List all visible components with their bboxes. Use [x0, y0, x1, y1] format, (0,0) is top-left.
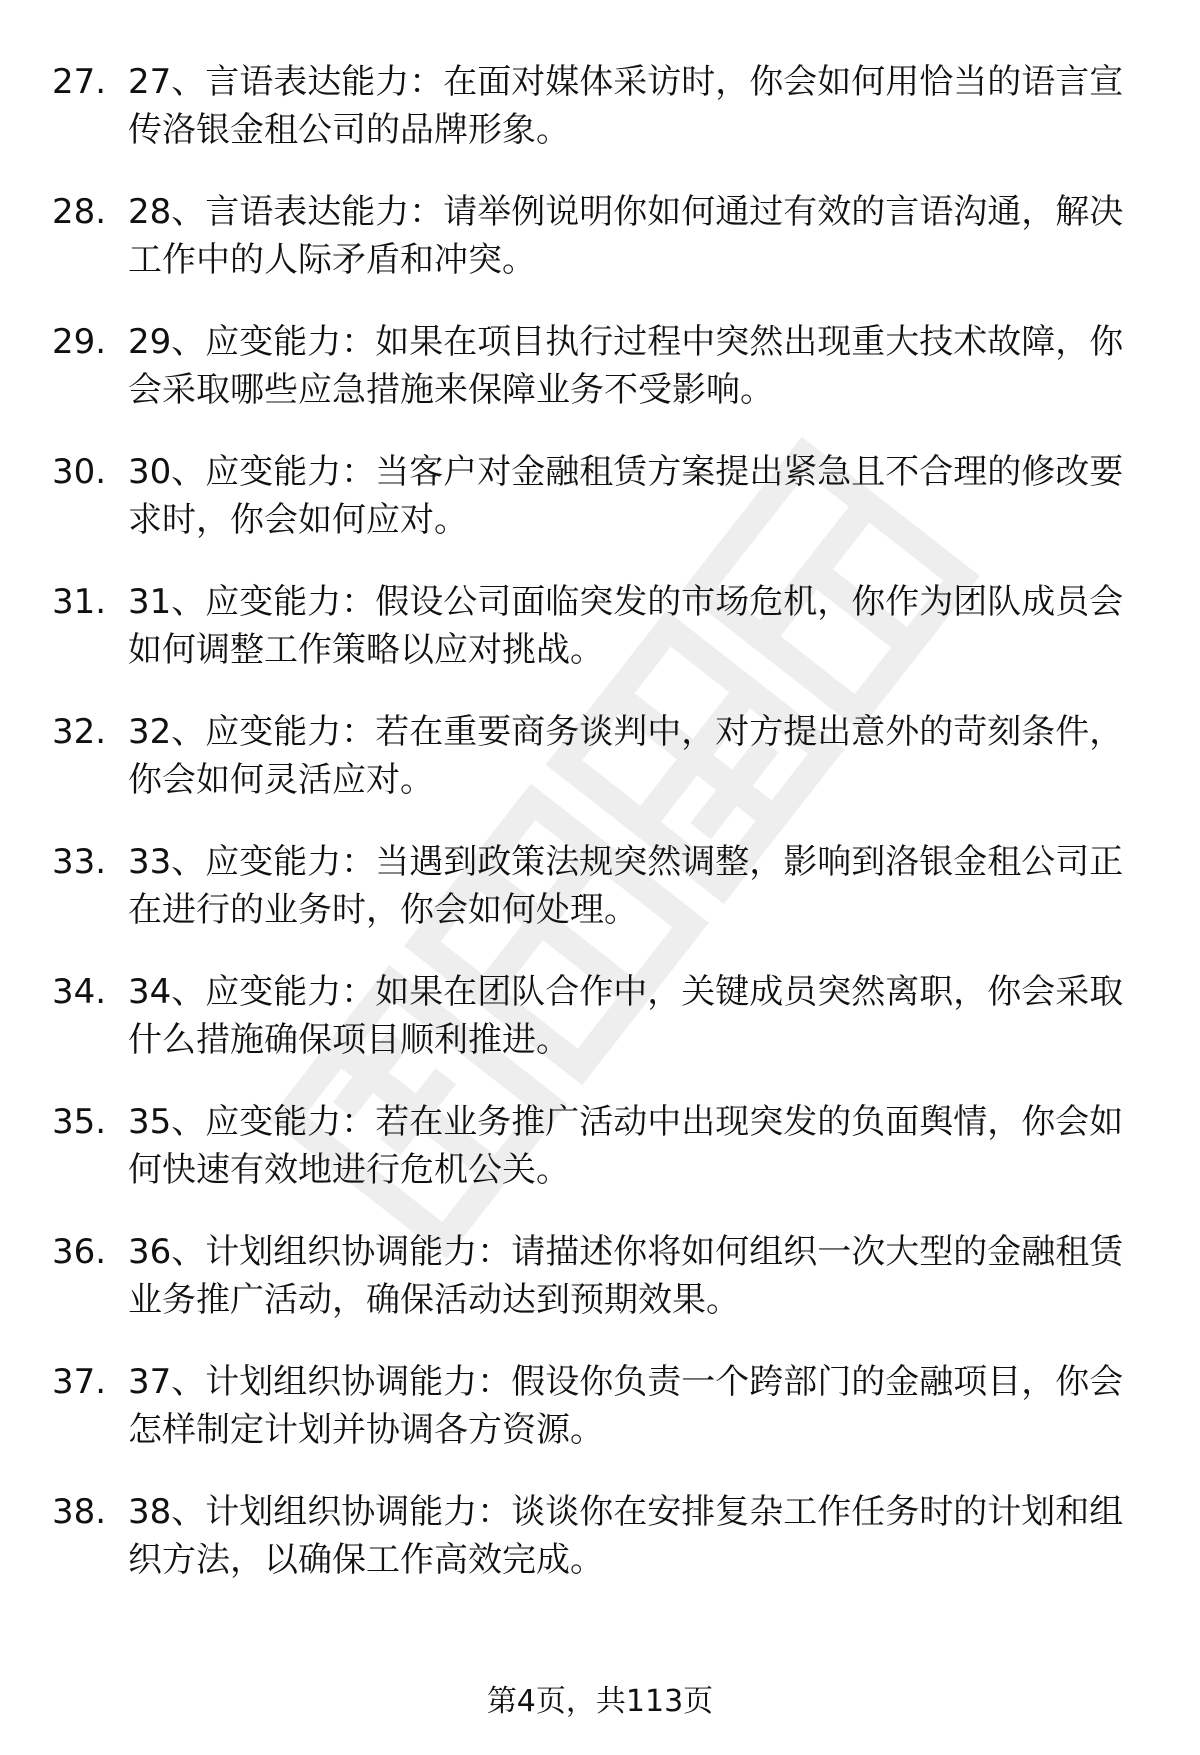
list-item — [0, 838, 1200, 968]
list-item — [0, 58, 1200, 188]
question-number: 35. — [52, 1102, 107, 1142]
question-number: 38. — [52, 1492, 107, 1532]
list-item — [0, 1228, 1200, 1358]
question-text: 37、计划组织协调能力：假设你负责一个跨部门的金融项目，你会怎样制定计划并协调各方资源。 — [128, 1362, 1124, 1450]
question-text: 27、言语表达能力：在面对媒体采访时，你会如何用恰当的语言宣传洛银金租公司的品牌形象。 — [128, 62, 1124, 150]
question-text: 32、应变能力：若在重要商务谈判中，对方提出意外的苛刻条件，你会如何灵活应对。 — [128, 712, 1124, 800]
question-number: 34. — [52, 972, 107, 1012]
question-number: 33. — [52, 842, 107, 882]
page-footer: 第4页，共113页 — [486, 1684, 714, 1719]
question-number: 31. — [52, 582, 107, 622]
question-number: 32. — [52, 712, 107, 752]
list-item — [0, 1358, 1200, 1488]
question-text: 28、言语表达能力：请举例说明你如何通过有效的言语沟通，解决工作中的人际矛盾和冲突。 — [128, 192, 1124, 280]
question-number: 27. — [52, 62, 107, 102]
question-text: 31、应变能力：假设公司面临突发的市场危机，你作为团队成员会如何调整工作策略以应对挑战。 — [128, 582, 1124, 670]
question-text: 34、应变能力：如果在团队合作中，关键成员突然离职，你会采取什么措施确保项目顺利推进。 — [128, 972, 1124, 1060]
question-number: 37. — [52, 1362, 107, 1402]
question-text: 30、应变能力：当客户对金融租赁方案提出紧急且不合理的修改要求时，你会如何应对。 — [128, 452, 1124, 540]
list-item — [0, 1098, 1200, 1228]
question-number: 28. — [52, 192, 107, 232]
question-text: 29、应变能力：如果在项目执行过程中突然出现重大技术故障，你会采取哪些应急措施来保障业务不受影响。 — [128, 322, 1124, 410]
question-number: 30. — [52, 452, 107, 492]
question-text: 38、计划组织协调能力：谈谈你在安排复杂工作任务时的计划和组织方法，以确保工作高效完成。 — [128, 1492, 1124, 1580]
list-item — [0, 188, 1200, 318]
list-item — [0, 968, 1200, 1098]
list-item — [0, 708, 1200, 838]
question-list — [0, 58, 1200, 1618]
list-item — [0, 578, 1200, 708]
question-text: 36、计划组织协调能力：请描述你将如何组织一次大型的金融租赁业务推广活动，确保活动达到预期效果。 — [128, 1232, 1124, 1320]
list-item — [0, 318, 1200, 448]
list-item — [0, 1488, 1200, 1618]
question-number: 36. — [52, 1232, 107, 1272]
question-text: 35、应变能力：若在业务推广活动中出现突发的负面舆情，你会如何快速有效地进行危机公关。 — [128, 1102, 1124, 1190]
list-item — [0, 448, 1200, 578]
question-text: 33、应变能力：当遇到政策法规突然调整，影响到洛银金租公司正在进行的业务时，你会如何处理。 — [128, 842, 1124, 930]
question-number: 29. — [52, 322, 107, 362]
